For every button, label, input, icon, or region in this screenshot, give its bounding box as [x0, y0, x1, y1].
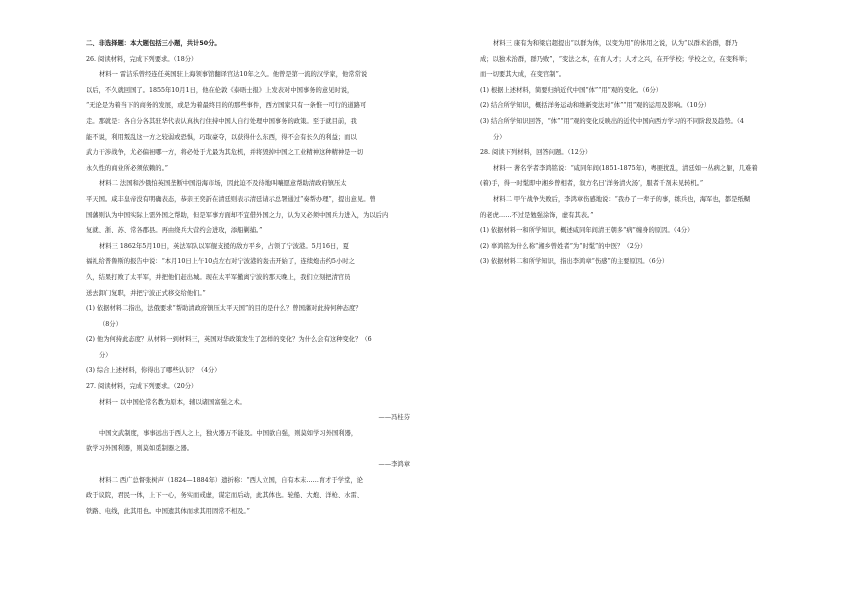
left-column-line: 永久性的商业所必须依赖的。” — [86, 164, 168, 172]
right-column — [480, 36, 780, 270]
left-column-line: 二、非选择题：本大题包括三小题，共计50分。 — [86, 40, 221, 47]
right-column-line: (3) 结合所学知识回答，“体”“用”观的变化反映出的近代中国向西方学习的不同阶段及趋势。（4 — [480, 117, 744, 125]
left-column-line: 国藩则认为中国实际上需外国之帮助，但是军事方面却不宜借外国之力，认为又必须中国兵力进入，为以后内 — [86, 211, 389, 219]
left-column-line: 分） — [99, 351, 112, 359]
left-column-line: （8分） — [99, 320, 122, 328]
left-column-line: 材料一 雷洁乐曾经连任英国驻上海领事馆翻译官达10年之久。他曾是第一流的汉学家，他常常说 — [99, 71, 368, 79]
left-column-line: (3) 综合上述材料，你得出了哪些认识？（4分） — [86, 367, 221, 375]
right-column-line: (3) 依据材料二和所学知识，指出李鸿章“伤感”的主要原因。（6分） — [480, 258, 669, 266]
right-column-line: 成；以独术治群，群乃败”，“变法之本，在育人才；人才之兴，在开学校；学校之立，在变科举； — [480, 55, 751, 63]
right-column-line: (1) 根据上述材料，简要归纳近代中国“体”“用”观的变化。（6分） — [480, 86, 663, 94]
left-column-line: “无论是为着当下的商务的发展，或是为着最终目的的那些事件，西方国家只有一条惟一可行的道路可 — [86, 102, 367, 110]
left-column-line: 复就、浙、苏、常各郡县。再由绕兵大营约会进攻，添船剿捕。” — [86, 227, 263, 235]
left-column-line: 能不说，利用叛乱这一方之较弱或恐惧，巧取豪夺，以获得什么东西，得不会有长久的利益；而以 — [86, 133, 357, 141]
left-column-line: ——李鸿章 — [378, 461, 410, 469]
right-column-line: 而一切要其大成，在变官制”。 — [480, 71, 566, 79]
right-column-line: 材料二 甲午战争失败后，李鸿章伤感地说：“我办了一辈子的事，练兵也，海军也，都是纸糊 — [493, 195, 751, 203]
left-column-line: 27. 阅读材料，完成下列要求。（20分） — [86, 383, 198, 391]
left-column-line: 铁路、电线，此其用也。中国遗其体而求其用固常不相及。” — [86, 507, 250, 515]
left-column-line: 材料二 西广总督张树声（1824—1884年）遗折称：“西人立国，自有本末……育才于学堂，论 — [99, 476, 363, 484]
left-column-line: (2) 他为何持此态度？从材料一到材料三，英国对华政策发生了怎样的变化？为什么会有这种变化？（6 — [86, 336, 372, 344]
right-column-line: 材料三 康有为和梁启超提出“以群为体，以变为用”的体用之说，认为“以群术治群，群乃 — [493, 40, 738, 47]
left-column-line: 以后，不久就回国了。1855年10月1日，他在伦敦《泰晤士报》上发表对中国事务的意见时说， — [86, 86, 354, 94]
left-column-line: 久，结果打败了太平军，并把他们赶出城。现在太平军撤离宁波的那天晚上，我们立刻把清官员 — [86, 273, 351, 281]
left-column-line: 福礼给普鲁斯的报告中说：“本月10日上午10点左右对宁波港的轰击开始了，连续炮击约5小时之 — [86, 258, 355, 266]
right-column-line: 的老虎……不过是勉强涂饰，虚有其表。” — [480, 211, 594, 219]
right-column-line: (着)手，得一时髦即中湘乡曾相者，叙方名曰‘洋务清火汤’，服者千剂未见转机。” — [480, 180, 704, 188]
left-column-line: 送去卸门复职，并把宁波正式移交给他们。” — [86, 289, 206, 297]
right-column-line: (1) 依据材料一和所学知识，概述咸同年间清王朝多“病”缠身的原因。（4分） — [480, 227, 694, 235]
right-column-line: (2) 结合所学知识，概括洋务运动和维新变法对“体”“用”观的运用及影响。（10分） — [480, 102, 711, 110]
right-column-line: 材料一 著名学者李鸿铭说：“咸同年间(1851-1875年)，粤匪扰乱，清廷如一丛病之躯，几难着 — [493, 164, 758, 172]
left-column — [86, 36, 418, 519]
left-column-line: 欲学习外国利器，则莫如觅制器之器。 — [86, 445, 194, 453]
left-column-line: 材料三 1862年5月10日，英法军队以军舰支援的敌方平乡，占领了宁波港。5月16日，夏 — [99, 242, 349, 250]
left-column-line: ——冯桂芬 — [378, 414, 410, 422]
left-column-line: 走。那就是：各自分各其驻华代表认真执行住持中国人自行处理中国事务的政策。至于就目前，我 — [86, 117, 357, 125]
left-column-line: 政于议院，君民一体，上下一心，务实而戒虚，谋定而后动，此其体也。轮船、大炮、洋枪、水雷、 — [86, 492, 364, 500]
right-column-line: (2) 辜鸿铭为什么称“湘乡曾姓者”为“时髦”的中医？（2分） — [480, 242, 647, 250]
left-column-line: 平天国。咸丰皇帝没有明确表态，恭亲王奕訢在清廷则表示清廷请示总署通过“奏帮办理”，提出意见。曾 — [86, 195, 376, 203]
left-column-line: 材料二 法国和沙俄怕英国垄断中国沿海市场，因此迫不及待地叫嚷愿意帮助清政府镇压太 — [99, 180, 347, 188]
left-column-line: (1) 依据材料二指出，法俄要求“帮助清政府镇压太平天国”的目的是什么？曾国藩对此持何种态度？ — [86, 305, 362, 313]
right-column-line: 28. 阅读下列材料，回答问题。（12分） — [480, 149, 592, 157]
left-column-line: 材料一 以中国伦常名教为原本，辅以诸国富强之术。 — [99, 398, 246, 406]
left-column-line: 武力干涉战争，尤必偏袒哪一方，将必处于尤最为其危机，并将毁掉中国之工业精神这种精神是一切 — [86, 149, 364, 157]
left-column-line: 26. 阅读材料，完成下列要求。（18分） — [86, 55, 198, 63]
left-column-line: 中国文武制度，事事远出于西人之上，独火器万不能及。中国欲自强，则莫如学习外国利器， — [99, 429, 358, 437]
right-column-line: 分） — [493, 133, 506, 141]
